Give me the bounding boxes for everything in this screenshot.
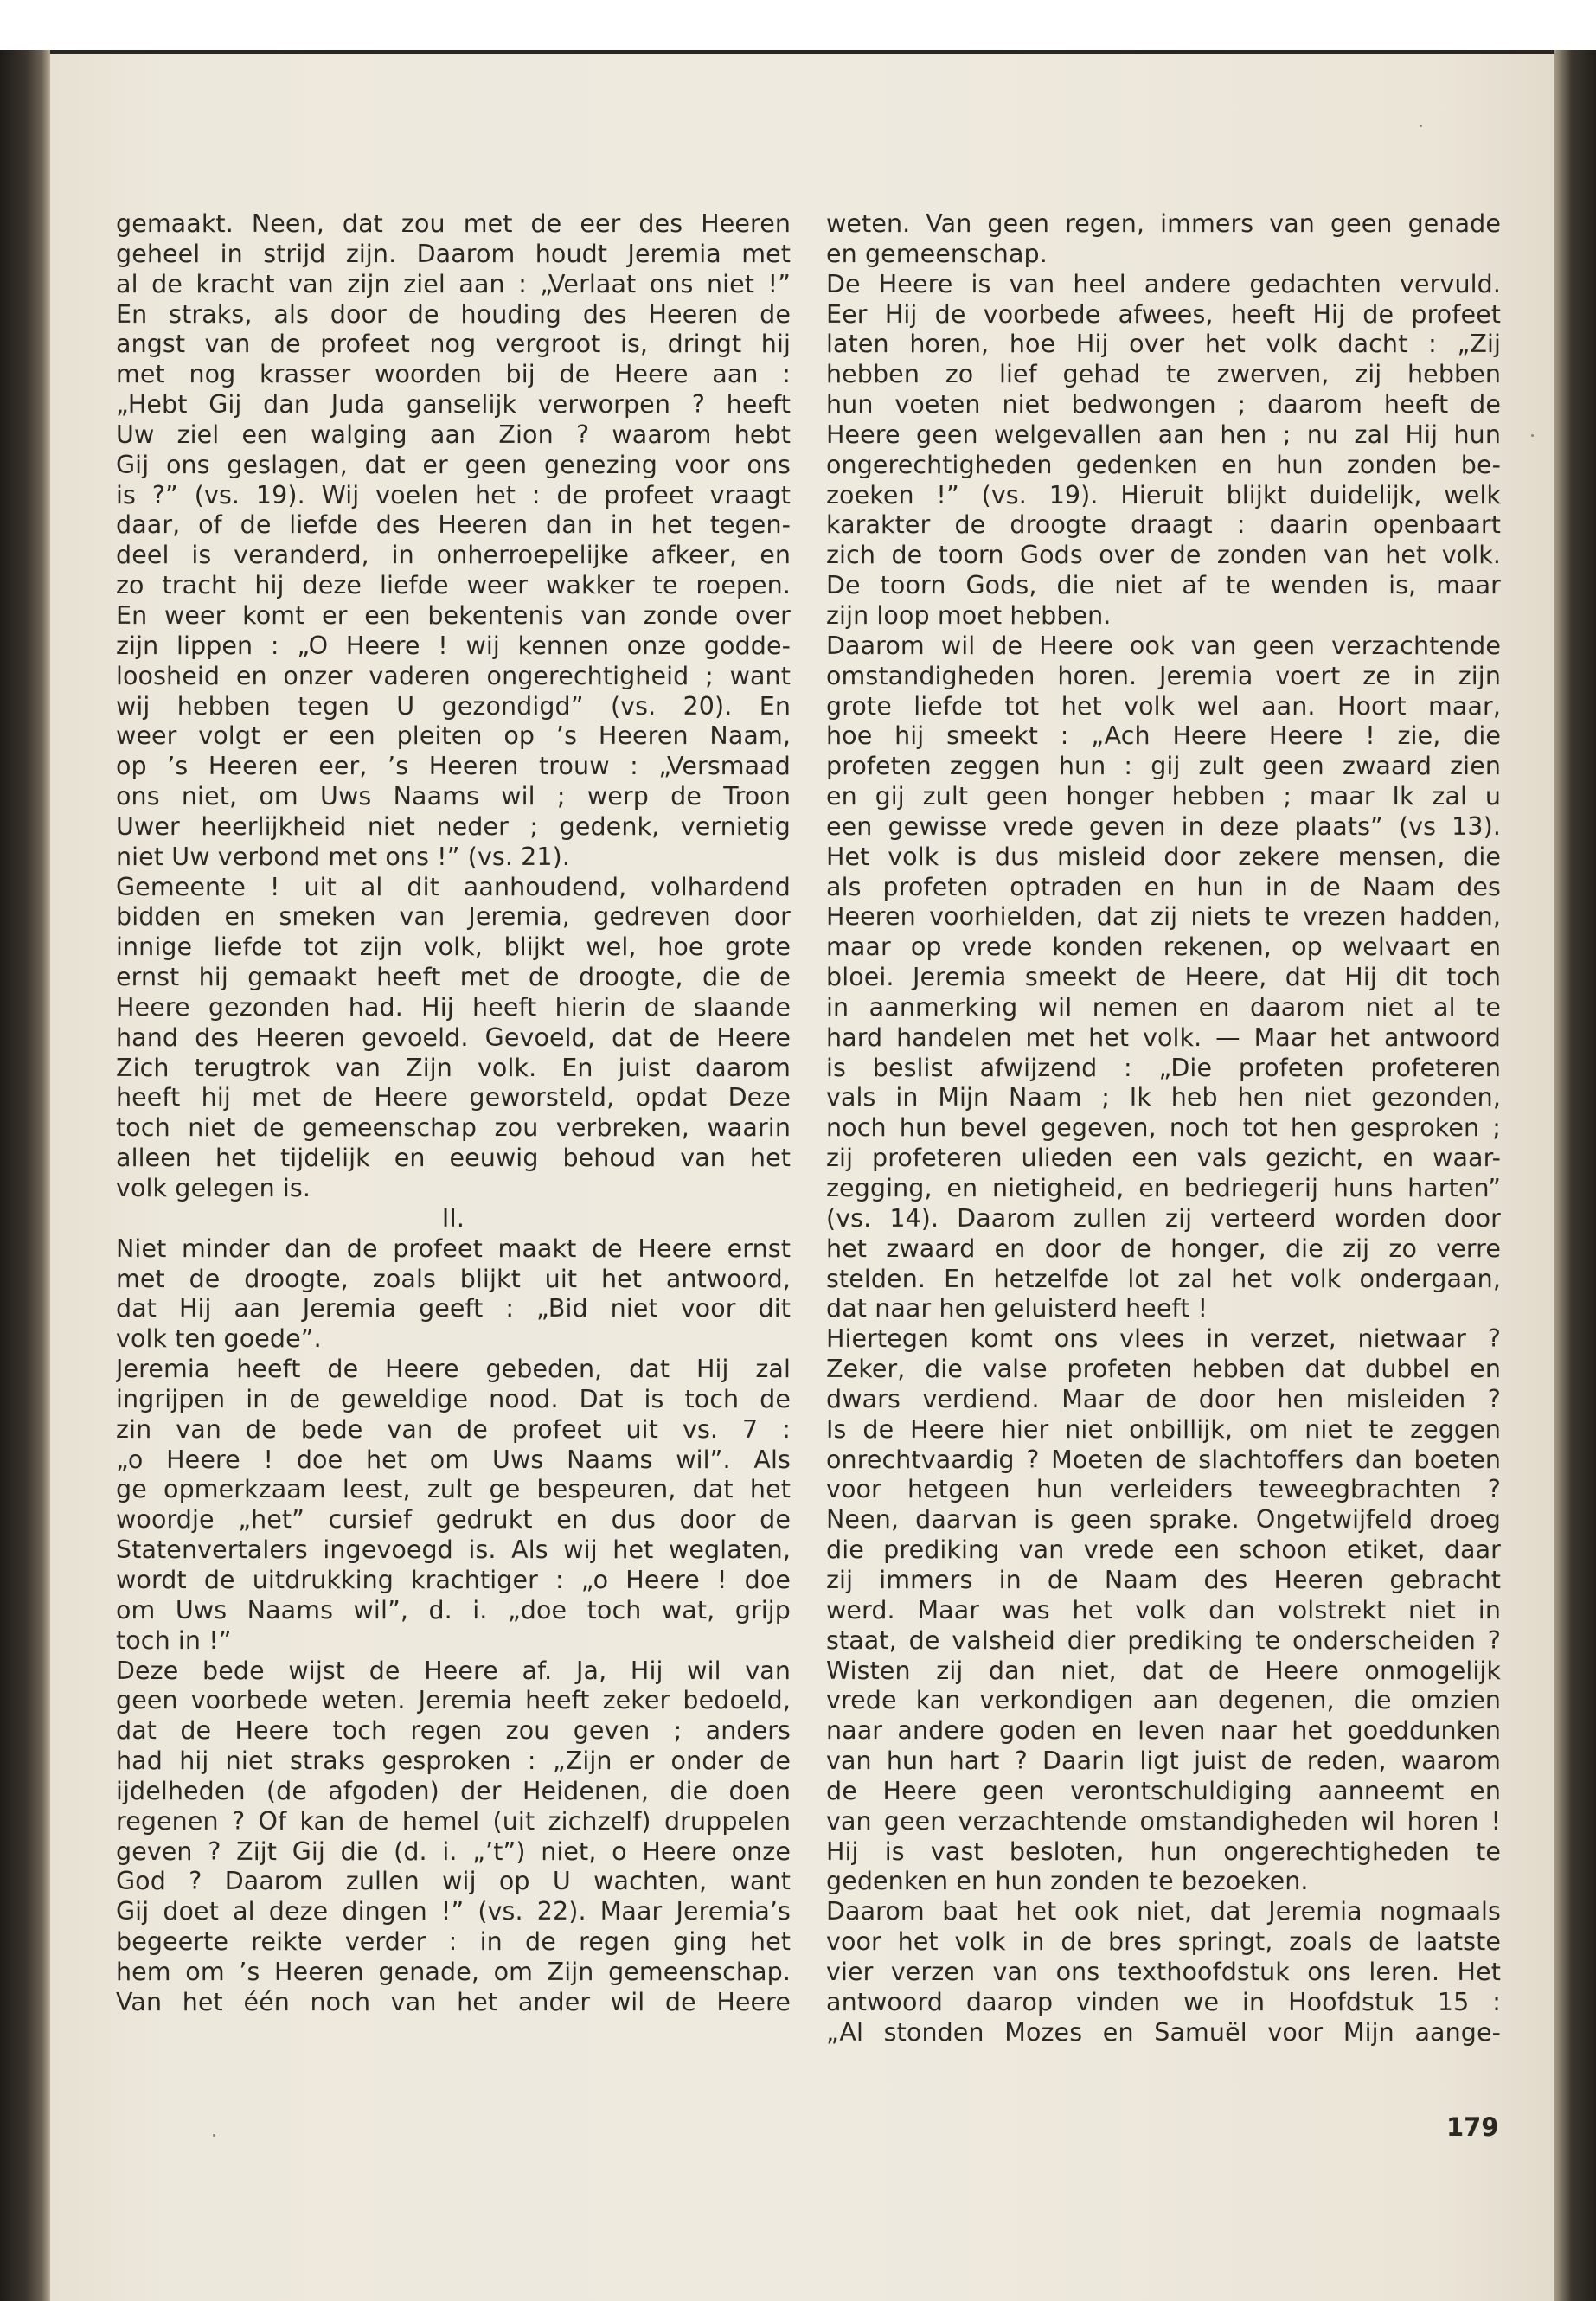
text-line: De toorn Gods, die niet af te wenden is, maar xyxy=(826,571,1501,600)
text-line: „o Heere ! doe het om Uws Naams wil”. Als xyxy=(116,1445,791,1474)
text-line: zegging, en nietigheid, en bedriegerij huns harten” xyxy=(826,1174,1501,1202)
text-line: zij immers in de Naam des Heeren gebracht xyxy=(826,1565,1501,1594)
text-line: hun voeten niet bedwongen ; daarom heeft de xyxy=(826,390,1501,420)
text-line: hem om ’s Heeren genade, om Zijn gemeenschap. xyxy=(116,1957,791,1986)
text-line: antwoord daarop vinden we in Hoofdstuk 15 : xyxy=(826,1987,1501,2016)
text-line: Gij ons geslagen, dat er geen genezing voor ons xyxy=(116,450,791,479)
text-line: heeft hij met de Heere geworsteld, opdat Deze xyxy=(116,1083,791,1112)
text-line: met nog krasser woorden bij de Heere aan : xyxy=(116,360,791,389)
text-line: noch hun bevel gegeven, noch tot hen gesproken ; xyxy=(826,1113,1501,1143)
text-line: op ’s Heeren eer, ’s Heeren trouw : „Versmaad xyxy=(116,752,791,781)
text-line: volk gelegen is. xyxy=(116,1174,311,1202)
text-line: zijn lippen : „O Heere ! wij kennen onze godde- xyxy=(116,631,791,660)
text-line: En straks, als door de houding des Heeren de xyxy=(116,299,791,329)
text-line: ingrijpen in de geweldige nood. Dat is toch de xyxy=(116,1384,791,1413)
text-line: Daarom baat het ook niet, dat Jeremia nogmaals xyxy=(826,1897,1501,1926)
text-line: om Uws Naams wil”, d. i. „doe toch wat, grijp xyxy=(116,1595,791,1625)
text-line: Uw ziel een walging aan Zion ? waarom hebt xyxy=(116,420,791,449)
text-line: voor hetgeen hun verleiders teweegbrachten ? xyxy=(826,1475,1501,1504)
text-line: dat Hij aan Jeremia geeft : „Bid niet voor dit xyxy=(116,1294,791,1324)
text-line: zo tracht hij deze liefde weer wakker te roepen. xyxy=(116,571,791,600)
text-line: ijdelheden (de afgoden) der Heidenen, die doen xyxy=(116,1776,791,1805)
text-line: een gewisse vrede geven in deze plaats” (vs 13). xyxy=(826,811,1501,841)
text-line: dwars verdiend. Maar de door hen misleiden ? xyxy=(826,1384,1501,1413)
text-line: „Al stonden Mozes en Samuël voor Mijn aange- xyxy=(826,2017,1501,2047)
text-line: van hun hart ? Daarin ligt juist de reden, waarom xyxy=(826,1747,1501,1776)
text-line: ongerechtigheden gedenken en hun zonden be- xyxy=(826,450,1501,479)
text-line: Het volk is dus misleid door zekere mensen, die xyxy=(826,842,1501,871)
text-line: Zich terugtrok van Zijn volk. En juist daarom xyxy=(116,1053,791,1082)
text-line: en gij zult geen honger hebben ; maar Ik zal u xyxy=(826,782,1501,811)
text-line: is ?” (vs. 19). Wij voelen het : de profeet vraagt xyxy=(116,480,791,510)
page-number: 179 xyxy=(1446,2112,1499,2142)
text-line: Niet minder dan de profeet maakt de Heere ernst xyxy=(116,1234,791,1263)
text-line: bloei. Jeremia smeekt de Heere, dat Hij dit toch xyxy=(826,963,1501,992)
text-line: al de kracht van zijn ziel aan : „Verlaat ons niet !” xyxy=(116,269,791,298)
text-line: De Heere is van heel andere gedachten vervuld. xyxy=(826,269,1501,298)
text-line: voor het volk in de bres springt, zoals de laatste xyxy=(826,1927,1501,1957)
text-line: hebben zo lief gehad te zwerven, zij hebben xyxy=(826,360,1501,389)
text-line: gedenken en hun zonden te bezoeken. xyxy=(826,1867,1309,1896)
text-line: met de droogte, zoals blijkt uit het antwoord, xyxy=(116,1264,791,1293)
text-line: begeerte reikte verder : in de regen ging het xyxy=(116,1927,791,1957)
text-line: profeten zeggen hun : gij zult geen zwaard zien xyxy=(826,752,1501,781)
text-line: Is de Heere hier niet onbillijk, om niet te zeggen xyxy=(826,1414,1501,1444)
text-line: omstandigheden horen. Jeremia voert ze in zijn xyxy=(826,661,1501,690)
left-column xyxy=(116,209,791,2018)
text-line: zijn loop moet hebben. xyxy=(826,600,1112,630)
text-line: die prediking van vrede een schoon etiket, daar xyxy=(826,1535,1501,1565)
text-line: wordt de uitdrukking krachtiger : „o Heere ! doe xyxy=(116,1565,791,1594)
text-line: zij profeteren ulieden een vals gezicht, en waar- xyxy=(826,1144,1501,1173)
text-line: wij hebben tegen U gezondigd” (vs. 20). En xyxy=(116,691,791,721)
text-line: grote liefde tot het volk wel aan. Hoort maar, xyxy=(826,691,1501,721)
text-line: Zeker, die valse profeten hebben dat dubbel en xyxy=(826,1355,1501,1384)
text-line: geen voorbede weten. Jeremia heeft zeker bedoeld, xyxy=(116,1686,791,1715)
text-line: ernst hij gemaakt heeft met de droogte, die de xyxy=(116,963,791,992)
text-line: hand des Heeren gevoeld. Gevoeld, dat de Heere xyxy=(116,1022,791,1052)
text-line: zoeken !” (vs. 19). Hieruit blijkt duidelijk, welk xyxy=(826,480,1501,510)
text-line: stelden. En hetzelfde lot zal het volk ondergaan, xyxy=(826,1264,1501,1293)
text-line: En weer komt er een bekentenis van zonde over xyxy=(116,600,791,630)
text-line: alleen het tijdelijk en eeuwig behoud van het xyxy=(116,1144,791,1173)
text-line: angst van de profeet nog vergroot is, dringt hij xyxy=(116,330,791,359)
text-line: „Hebt Gij dan Juda ganselijk verworpen ? heeft xyxy=(116,390,791,420)
text-line: niet Uw verbond met ons !” (vs. 21). xyxy=(116,842,571,871)
text-line: hoe hij smeekt : „Ach Heere Heere ! zie, die xyxy=(826,721,1501,751)
text-line: Neen, daarvan is geen sprake. Ongetwijfeld droeg xyxy=(826,1505,1501,1535)
text-line: is beslist afwijzend : „Die profeten profeteren xyxy=(826,1053,1501,1082)
text-line: Heere geen welgevallen aan hen ; nu zal Hij hun xyxy=(826,420,1501,449)
text-line: in aanmerking wil nemen en daarom niet al te xyxy=(826,992,1501,1022)
scanner-top-edge xyxy=(0,0,1596,54)
text-line: weer volgt er een pleiten op ’s Heeren Naam, xyxy=(116,721,791,751)
text-line: geven ? Zijt Gij die (d. i. „’t”) niet, o Heere onze xyxy=(116,1836,791,1866)
text-line: maar op vrede konden rekenen, op welvaart en xyxy=(826,933,1501,962)
text-line: laten horen, hoe Hij over het volk dacht : „Zij xyxy=(826,330,1501,359)
text-line: God ? Daarom zullen wij op U wachten, want xyxy=(116,1867,791,1896)
text-line: Daarom wil de Heere ook van geen verzachtende xyxy=(826,631,1501,660)
text-line: Statenvertalers ingevoegd is. Als wij het weglaten, xyxy=(116,1535,791,1565)
text-line: Heere gezonden had. Hij heeft hierin de slaande xyxy=(116,992,791,1022)
text-line: II. xyxy=(441,1203,465,1233)
paper-speck xyxy=(1420,125,1422,127)
text-line: vals in Mijn Naam ; Ik heb hen niet gezonden, xyxy=(826,1083,1501,1112)
text-line: Gij doet al deze dingen !” (vs. 22). Maar Jeremia’s xyxy=(116,1897,791,1926)
text-line: Eer Hij de voorbede afwees, heeft Hij de profeet xyxy=(826,299,1501,329)
text-line: het zwaard en door de honger, die zij zo verre xyxy=(826,1234,1501,1263)
text-line: van geen verzachtende omstandigheden wil horen ! xyxy=(826,1806,1501,1836)
book-right-edge xyxy=(1554,50,1596,2301)
text-line: deel is veranderd, in onherroepelijke afkeer, en xyxy=(116,541,791,570)
text-line: dat naar hen geluisterd heeft ! xyxy=(826,1294,1208,1324)
text-line: daar, of de liefde des Heeren dan in het tegen- xyxy=(116,510,791,540)
text-line: staat, de valsheid dier prediking te onderscheiden ? xyxy=(826,1625,1501,1655)
text-line: en gemeenschap. xyxy=(826,239,1048,268)
text-line: zich de toorn Gods over de zonden van het volk. xyxy=(826,541,1501,570)
text-line: loosheid en onzer vaderen ongerechtigheid ; want xyxy=(116,661,791,690)
text-line: gemaakt. Neen, dat zou met de eer des Heeren xyxy=(116,209,791,238)
text-line: vier verzen van ons texthoofdstuk ons leren. Het xyxy=(826,1957,1501,1986)
text-line: naar andere goden en leven naar het goeddunken xyxy=(826,1716,1501,1746)
text-line: volk ten goede”. xyxy=(116,1324,322,1354)
text-line: onrechtvaardig ? Moeten de slachtoffers dan boeten xyxy=(826,1445,1501,1474)
text-line: de Heere geen verontschuldiging aanneemt en xyxy=(826,1776,1501,1805)
text-line: hard handelen met het volk. — Maar het antwoord xyxy=(826,1022,1501,1052)
text-line: geheel in strijd zijn. Daarom houdt Jeremia met xyxy=(116,239,791,268)
text-line: regenen ? Of kan de hemel (uit zichzelf) druppelen xyxy=(116,1806,791,1836)
text-line: als profeten optraden en hun in de Naam des xyxy=(826,872,1501,901)
right-column xyxy=(826,209,1501,2048)
text-line: toch in !” xyxy=(116,1625,232,1655)
text-line: dat de Heere toch regen zou geven ; anders xyxy=(116,1716,791,1746)
paper-speck xyxy=(213,2134,215,2137)
text-line: Gemeente ! uit al dit aanhoudend, volhardend xyxy=(116,872,791,901)
text-line: weten. Van geen regen, immers van geen genade xyxy=(826,209,1501,238)
text-line: had hij niet straks gesproken : „Zijn er onder de xyxy=(116,1747,791,1776)
text-line: Hiertegen komt ons vlees in verzet, nietwaar ? xyxy=(826,1324,1501,1354)
text-line: toch niet de gemeenschap zou verbreken, waarin xyxy=(116,1113,791,1143)
text-line: (vs. 14). Daarom zullen zij verteerd worden door xyxy=(826,1203,1501,1233)
text-line: ge opmerkzaam leest, zult ge bespeuren, dat het xyxy=(116,1475,791,1504)
text-line: werd. Maar was het volk dan volstrekt niet in xyxy=(826,1595,1501,1625)
text-line: Jeremia heeft de Heere gebeden, dat Hij zal xyxy=(116,1355,791,1384)
text-line: karakter de droogte draagt : daarin openbaart xyxy=(826,510,1501,540)
book-page xyxy=(50,54,1554,2301)
text-line: vrede kan verkondigen aan degenen, die omzien xyxy=(826,1686,1501,1715)
text-line: Uwer heerlijkheid niet neder ; gedenk, vernietig xyxy=(116,811,791,841)
text-line: ons niet, om Uws Naams wil ; werp de Troon xyxy=(116,782,791,811)
text-line: bidden en smeken van Jeremia, gedreven door xyxy=(116,902,791,932)
paper-speck xyxy=(1531,434,1534,437)
text-line: Wisten zij dan niet, dat de Heere onmogelijk xyxy=(826,1656,1501,1685)
text-line: zin van de bede van de profeet uit vs. 7 : xyxy=(116,1414,791,1444)
text-line: woordje „het” cursief gedrukt en dus door de xyxy=(116,1505,791,1535)
text-line: Heeren voorhielden, dat zij niets te vrezen hadden, xyxy=(826,902,1501,932)
scanner-left-edge xyxy=(0,50,50,2301)
text-line: Hij is vast besloten, hun ongerechtigheden te xyxy=(826,1836,1501,1866)
text-line: innige liefde tot zijn volk, blijkt wel, hoe grote xyxy=(116,933,791,962)
text-line: Deze bede wijst de Heere af. Ja, Hij wil van xyxy=(116,1656,791,1685)
text-line: Van het één noch van het ander wil de Heere xyxy=(116,1987,791,2016)
